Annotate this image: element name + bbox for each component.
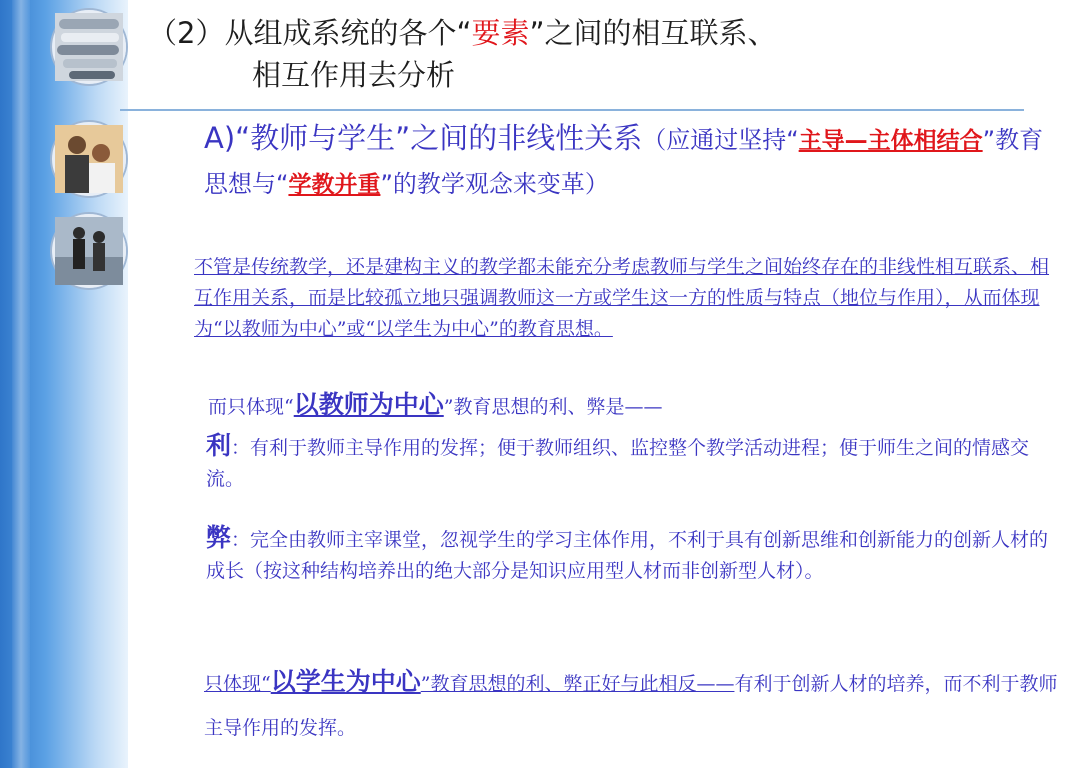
heading-part4: ”的教学观念来变革） [380, 170, 609, 198]
decor-photo-people [52, 122, 126, 196]
title-highlight: 要素 [471, 16, 530, 50]
title-prefix: （2）从组成系统的各个“ [148, 16, 472, 50]
title-divider [120, 109, 1024, 111]
disadvantages-text: ：完全由教师主宰课堂，忽视学生的学习主体作用，不利于具有创新思维和创新能力的创新人材的成长（按这种结构培养出的绝大部分是知识应用型人材而非创新型人材）。 [206, 529, 1049, 582]
student-center-term: 以学生为中心 [270, 667, 421, 696]
heading-part1: A)“教师与学生”之间的非线性关系 [204, 121, 643, 155]
title-line2: 相互作用去分析 [252, 58, 456, 92]
heading-part2: （应通过坚持“ [642, 126, 799, 154]
teacher-centered-line [148, 388, 1068, 424]
student-centered-paragraph [148, 660, 1064, 750]
teacher-line-prefix: 而只体现“ [208, 396, 294, 418]
teacher-center-term: 以教师为中心 [293, 390, 444, 419]
heading-emphasis-2: 学教并重 [288, 172, 381, 198]
advantages-label: 利 [206, 431, 232, 460]
advantages-paragraph [148, 430, 1066, 495]
heading-emphasis-1: 主导—主体相结合 [798, 128, 983, 154]
strip-highlight [12, 0, 30, 768]
disadvantages-paragraph [148, 522, 1066, 587]
disadvantages-label: 弊 [206, 523, 232, 552]
advantages-text: ：有利于教师主导作用的发挥；便于教师组织、监控整个教学活动进程；便于师生之间的情感交流。 [206, 437, 1030, 490]
decor-photo-pipes [52, 10, 126, 84]
left-decorative-strip [0, 0, 128, 768]
slide-title [148, 12, 1018, 96]
heading-part3: ”教育思想与“ [204, 126, 1044, 198]
student-line-rest: 有利于创新人材的培养，而不利于教师主导作用的发挥。 [204, 673, 1058, 739]
student-line-prefix: 只体现“ [204, 673, 271, 695]
student-line-suffix: ”教育思想的利、弊正好与此相反—— [420, 673, 735, 695]
teacher-line-suffix: ”教育思想的利、弊是—— [443, 396, 663, 418]
title-suffix: ”之间的相互联系、 [529, 16, 777, 50]
decor-photo-walkers [52, 214, 126, 288]
paragraph-analysis: 不管是传统教学，还是建构主义的教学都未能充分考虑教师与学生之间始终存在的非线性相互联系、相互作用关系，而是比较孤立地只强调教师这一方或学生这一方的性质与特点（地位与作用），从而体现为“以教师为中心”或“以学生为中心”的教育思想。 [194, 256, 1050, 340]
section-heading [148, 118, 1064, 206]
